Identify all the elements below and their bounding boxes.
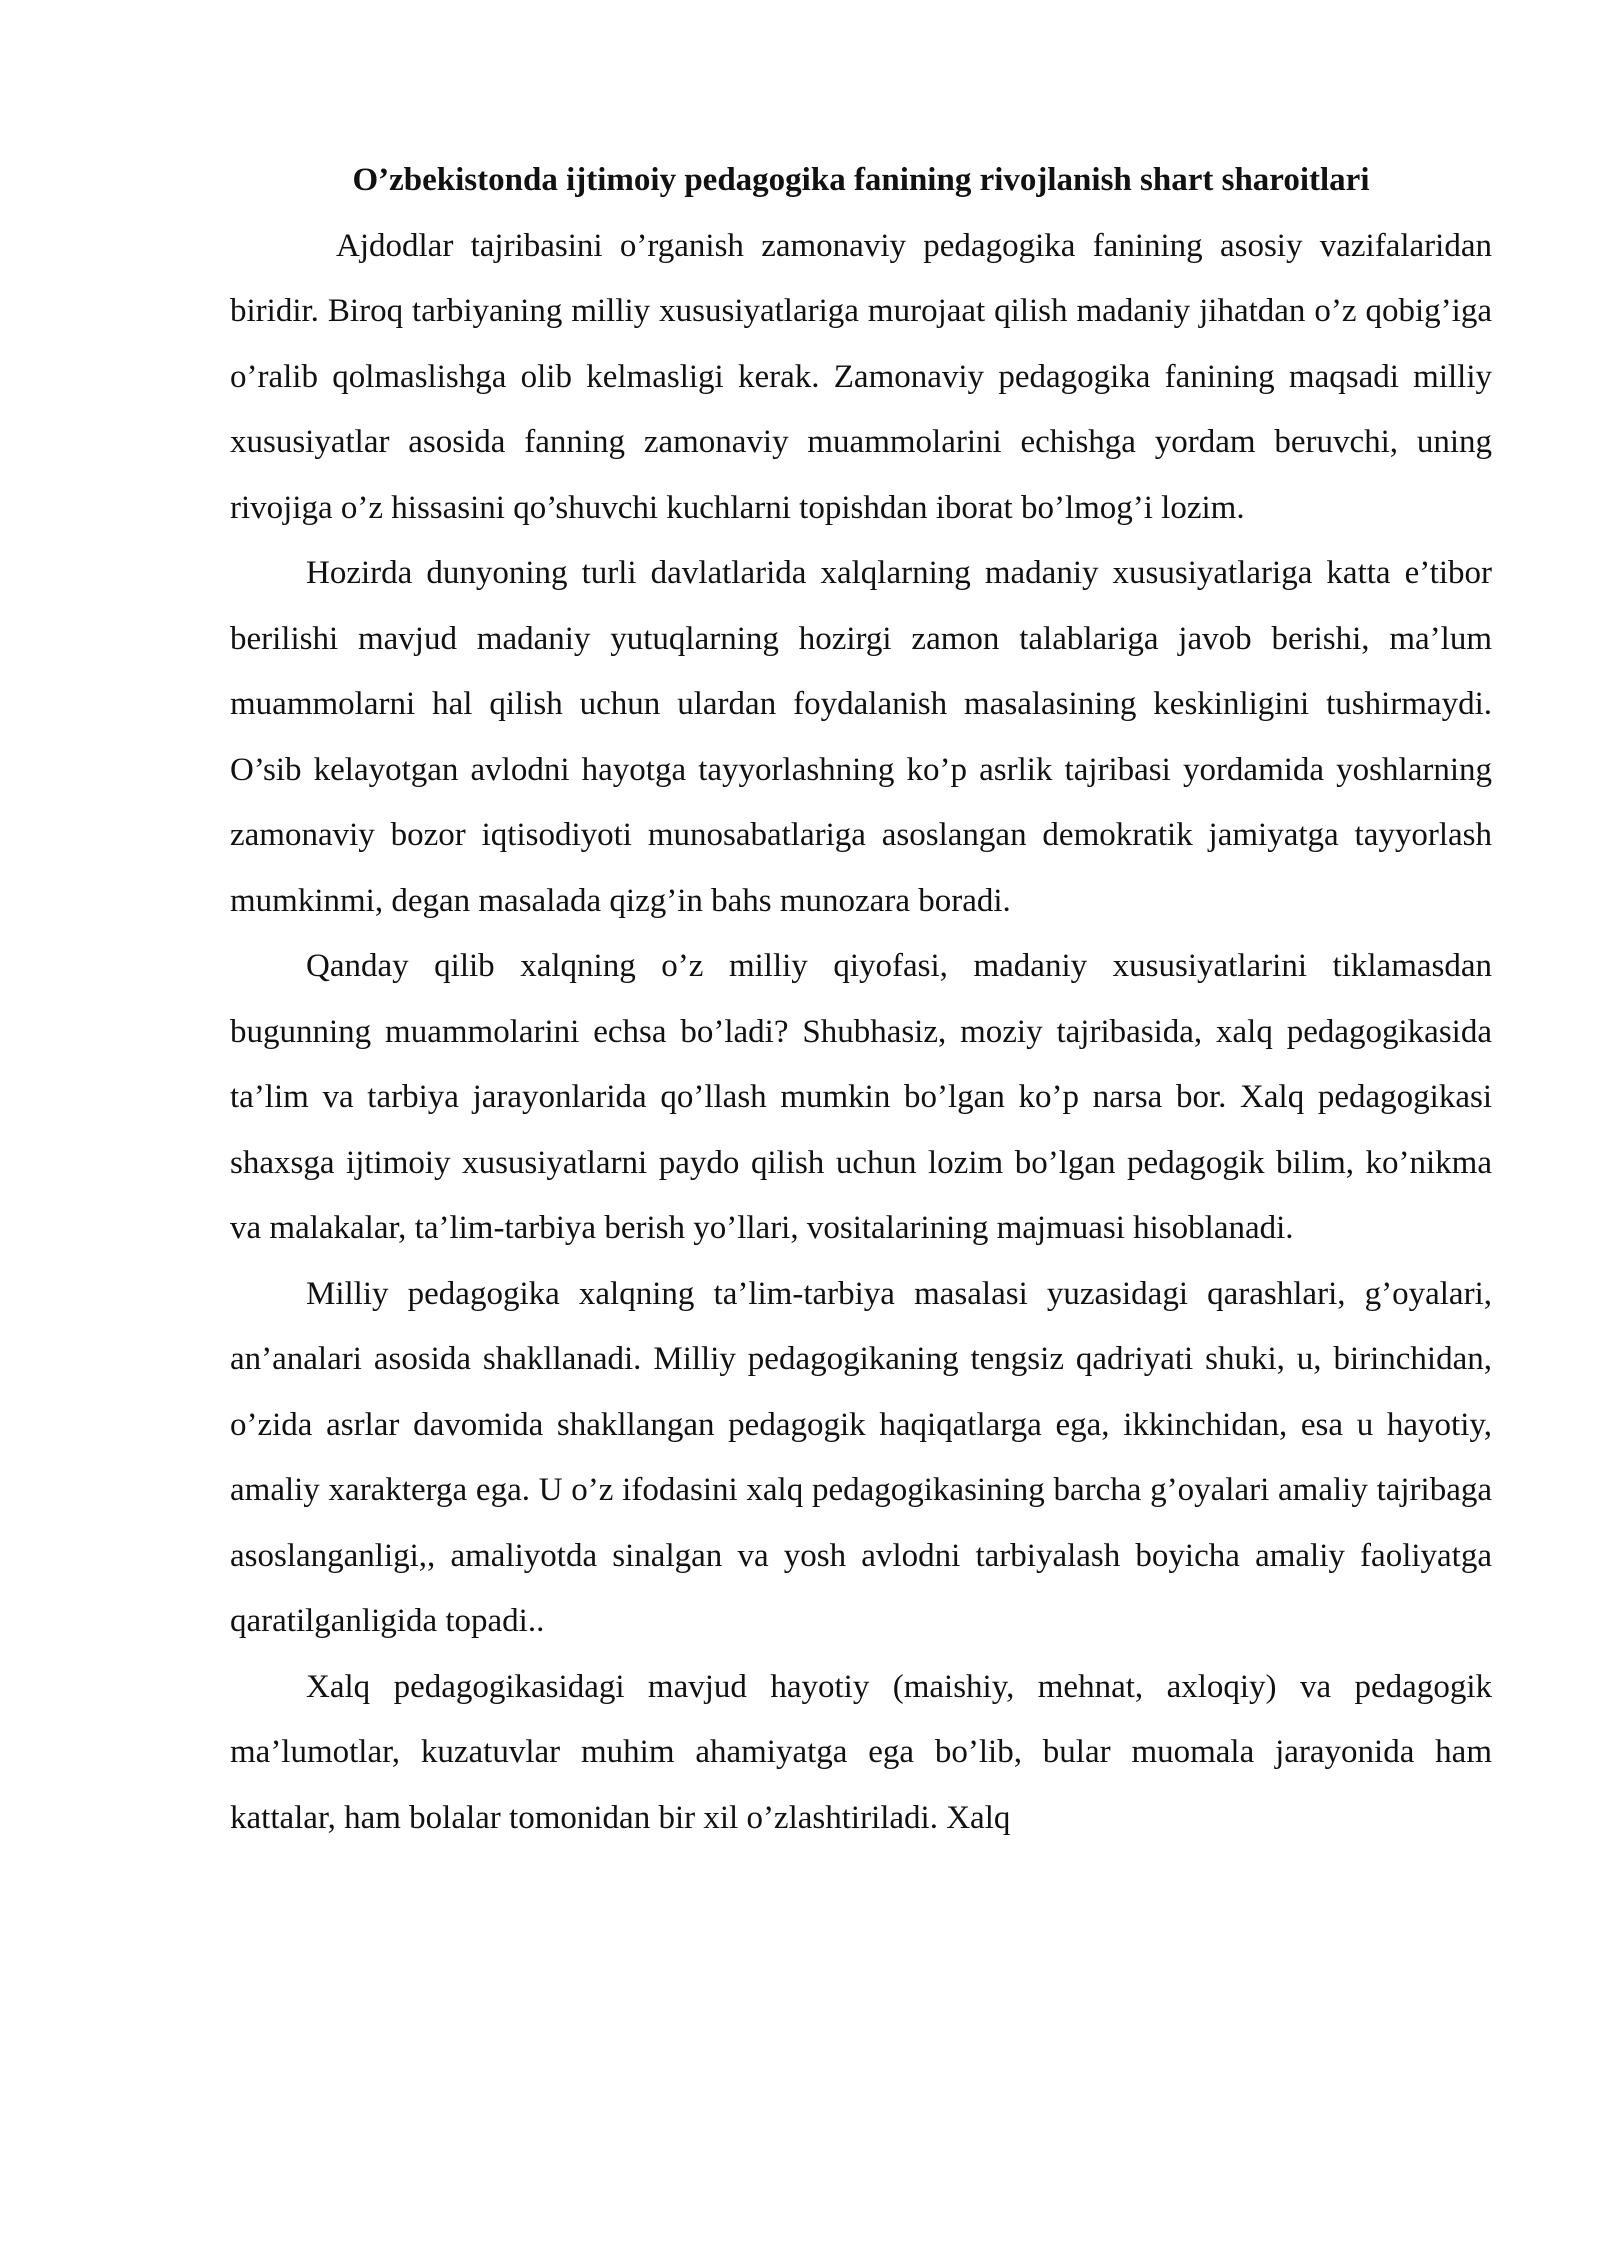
document-body (230, 148, 1492, 1851)
paragraph-1: Ajdodlar tajribasini o’rganish zamonaviy pedagogika fanining asosiy vazifalaridan biridir. Biroq tarbiyaning milliy xususiyatlariga murojaat qilish madaniy jihatdan o’z qobig’iga o’ralib qolmaslishga olib kelmasligi kerak. Zamonaviy pedagogika fanining maqsadi milliy xususiyatlar asosida fanning zamonaviy muammolarini echishga yordam beruvchi, uning rivojiga o’z hissasini qo’shuvchi kuchlarni topishdan iborat bo’lmog’i lozim. (230, 227, 1492, 526)
paragraph-2: Hozirda dunyoning turli davlatlarida xalqlarning madaniy xususiyatlariga katta e’tibor berilishi mavjud madaniy yutuqlarning hozirgi zamon talablariga javob berishi, ma’lum muammolarni hal qilish uchun ulardan foydalanish masalasining keskinligini tushirmaydi. O’sib kelayotgan avlodni hayotga tayyorlashning ko’p asrlik tajribasi yordamida yoshlarning zamonaviy bozor iqtisodiyoti munosabatlariga asoslangan demokratik jamiyatga tayyorlash mumkinmi, degan masalada qizg’in bahs munozara boradi. (230, 555, 1492, 919)
paragraph-3: Qanday qilib xalqning o’z milliy qiyofasi, madaniy xususiyatlarini tiklamasdan bugunning muammolarini echsa bo’ladi? Shubhasiz, moziy tajribasida, xalq pedagogikasida ta’lim va tarbiya jarayonlarida qo’llash mumkin bo’lgan ko’p narsa bor. Xalq pedagogikasi shaxsga ijtimoiy xususiyatlarni paydo qilish uchun lozim bo’lgan pedagogik bilim, ko’nikma va malakalar, ta’lim-tarbiya berish yo’llari, vositalarining majmuasi hisoblanadi. (230, 948, 1492, 1246)
paragraph-5: Xalq pedagogikasidagi mavjud hayotiy (maishiy, mehnat, axloqiy) va pedagogik ma’lumotlar, kuzatuvlar muhim ahamiyatga ega bo’lib, bular muomala jarayonida ham kattalar, ham bolalar tomonidan bir xil o’zlashtiriladi. Xalq (230, 1668, 1492, 1836)
paragraph-4: Milliy pedagogika xalqning ta’lim-tarbiya masalasi yuzasidagi qarashlari, g’oyalari, an’analari asosida shakllanadi. Milliy pedagogikaning tengsiz qadriyati shuki, u, birinchidan, o’zida asrlar davomida shakllangan pedagogik haqiqatlarga ega, ikkinchidan, esa u hayotiy, amaliy xarakterga ega. U o’z ifodasini xalq pedagogikasining barcha g’oyalari amaliy tajribaga asoslanganligi,, amaliyotda sinalgan va yosh avlodni tarbiyalash boyicha amaliy faoliyatga qaratilganligida topadi.. (230, 1275, 1492, 1639)
document-title: O’zbekistonda ijtimoiy pedagogika fanining rivojlanish shart sharoitlari (352, 162, 1370, 198)
